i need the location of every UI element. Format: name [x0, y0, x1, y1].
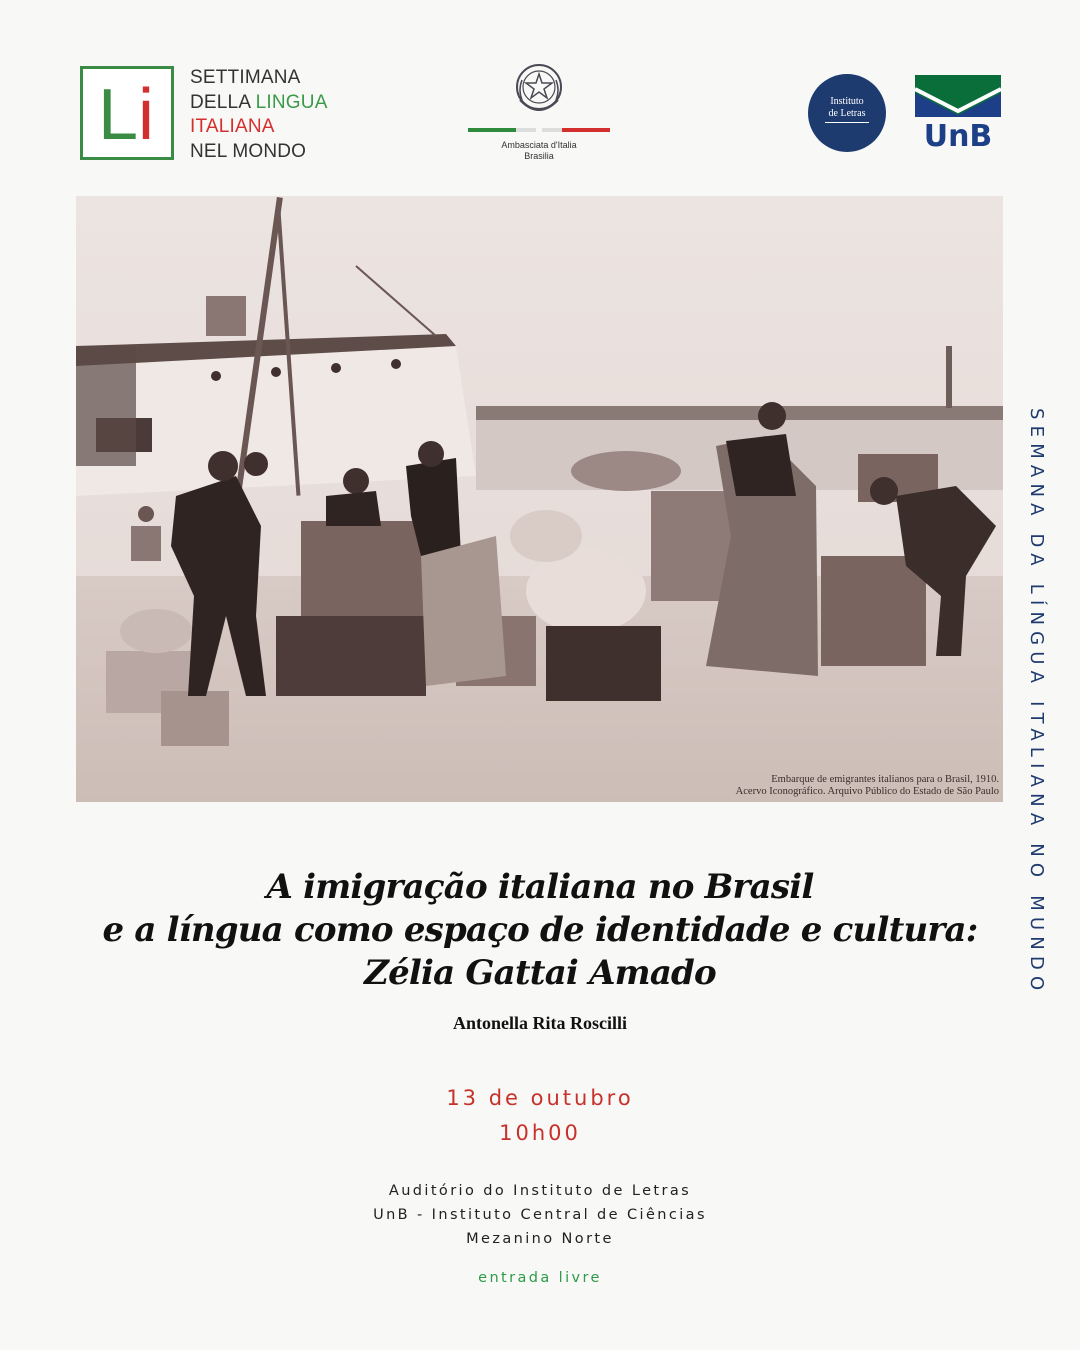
li-logo-line1: SETTIMANA	[190, 67, 301, 88]
free-entry-note: entrada livre	[478, 1270, 602, 1286]
instituto-letras-line1: Instituto	[830, 96, 864, 107]
unb-logo	[915, 75, 1001, 155]
event-title-line1: A imigração italiana no Brasil	[266, 867, 814, 907]
unb-flag-icon	[915, 75, 1001, 117]
li-logo-letter-i: i	[138, 75, 154, 155]
instituto-letras-line2: de Letras	[828, 108, 866, 119]
li-logo-line2-a: DELLA	[190, 91, 256, 113]
flag-white-stripe-right	[542, 128, 562, 132]
unb-logo-text: UnB	[923, 119, 993, 154]
event-author: Antonella Rita Roscilli	[453, 1013, 627, 1033]
event-time: 10h00	[499, 1121, 581, 1145]
photo-caption-line1: Embarque de emigrantes italianos para o Brasil, 1910.	[771, 774, 999, 785]
flag-white-stripe-left	[516, 128, 536, 132]
historic-photo	[76, 196, 1003, 802]
li-logo-line3: ITALIANA	[190, 116, 275, 137]
li-logo-letter-l: L	[98, 75, 139, 155]
photo-caption-line2: Acervo Iconográfico. Arquivo Público do Estado de São Paulo	[735, 786, 999, 797]
embassy-logo-line1: Ambasciata d'Italia	[501, 140, 577, 150]
embassy-logo-text	[468, 140, 610, 162]
flag-red-stripe	[562, 128, 610, 132]
event-title	[40, 866, 1040, 995]
instituto-letras-underline	[825, 122, 869, 123]
flag-green-stripe	[468, 128, 516, 132]
event-date: 13 de outubro	[446, 1086, 634, 1110]
li-logo-text	[190, 66, 328, 164]
embassy-logo-line2: Brasilia	[524, 151, 554, 161]
li-logo-line4: NEL MONDO	[190, 140, 307, 162]
instituto-letras-text	[808, 96, 886, 120]
instituto-letras-logo	[808, 74, 886, 152]
settimana-lingua-logo	[80, 62, 342, 164]
li-logo-box	[80, 66, 174, 160]
embassy-logo	[468, 60, 610, 170]
vertical-event-name: SEMANA DA LÍNGUA ITALIANA NO MUNDO	[1026, 408, 1047, 997]
li-logo-line2-b: LINGUA	[255, 91, 328, 113]
event-title-line2: e a língua como espaço de identidade e cultura:	[102, 910, 978, 950]
venue-line1: Auditório do Instituto de Letras	[388, 1183, 692, 1199]
emigrants-photo-image	[76, 196, 1003, 802]
li-logo-line2	[190, 91, 328, 116]
photo-caption	[736, 774, 999, 798]
venue-line3: Mezanino Norte	[466, 1231, 614, 1247]
venue-line2: UnB - Instituto Central de Ciências	[373, 1207, 707, 1223]
italian-emblem-icon	[512, 60, 566, 120]
event-title-line3: Zélia Gattai Amado	[364, 953, 716, 993]
